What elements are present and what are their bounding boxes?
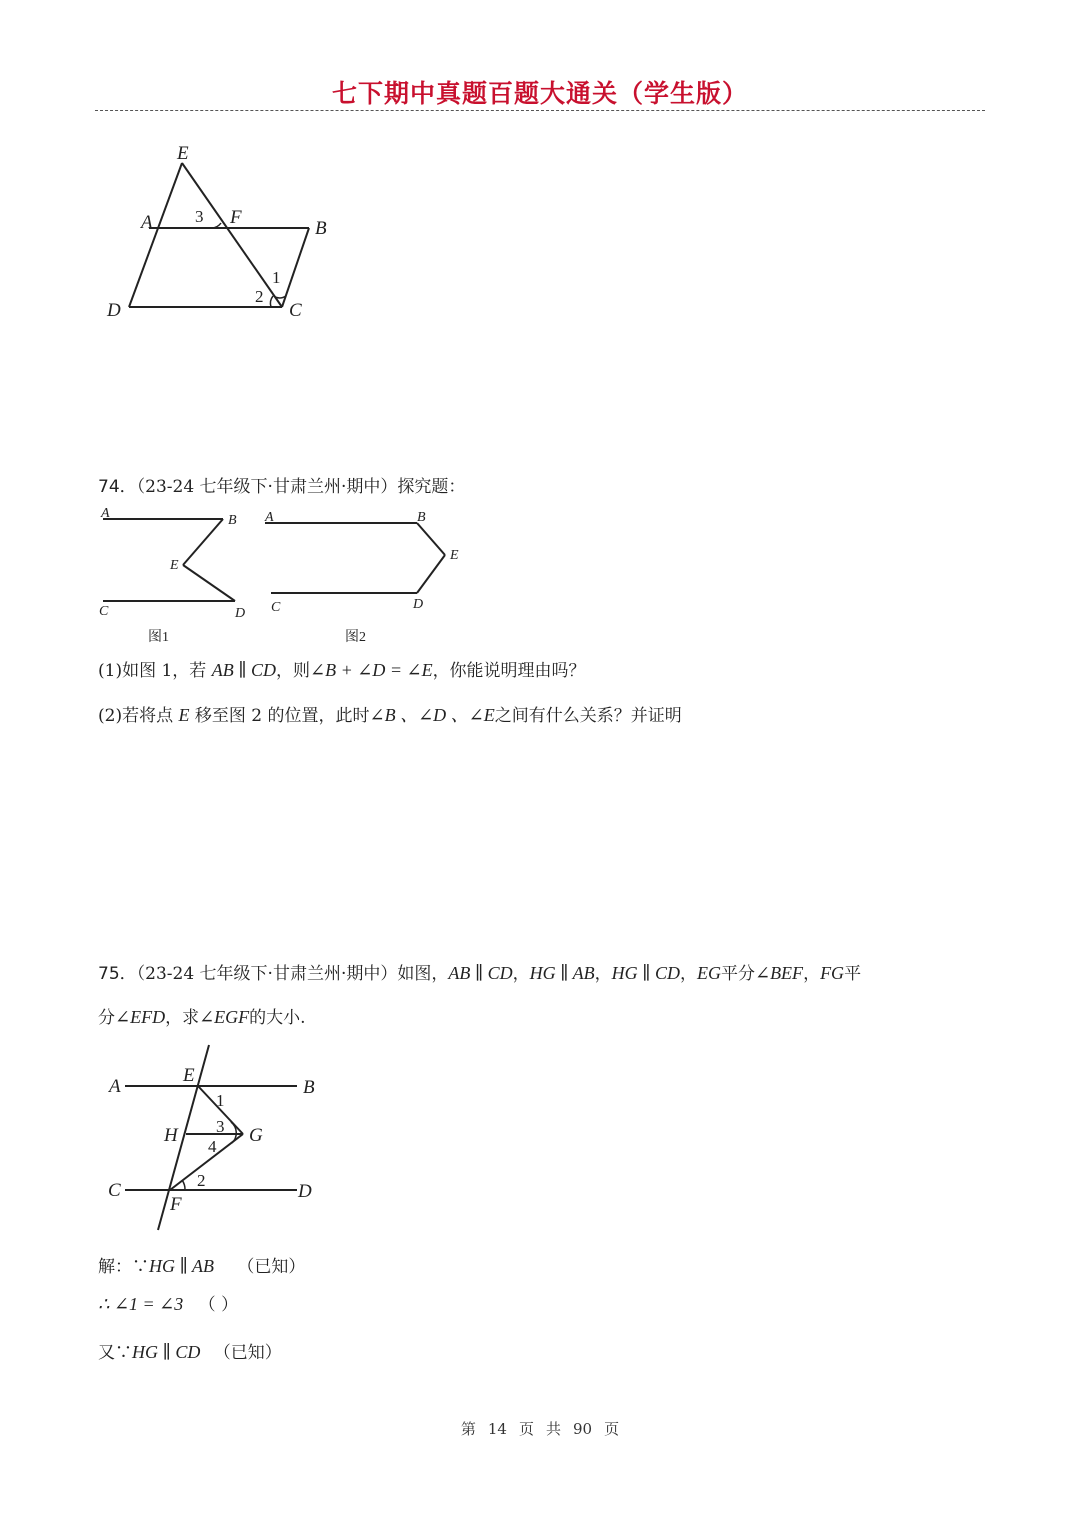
q75-line2: 分∠EFD，求∠EGF的大小. [98, 1007, 306, 1028]
label-a: A [141, 212, 153, 233]
label-d: D [107, 300, 121, 321]
angle1-arc [275, 296, 286, 298]
figure-73 [95, 135, 355, 335]
fig2-caption: 图2 [345, 630, 366, 645]
fig2-label-a: A [265, 510, 274, 525]
solution-line2: ∴ ∠1 = ∠3 （ ） [98, 1294, 239, 1315]
label-c: C [289, 300, 302, 321]
q74-part2: (2)若将点 E 移至图 2 的位置，此时∠B 、∠D 、∠E之间有什么关系？并证明 [98, 705, 682, 726]
line-ec [182, 163, 282, 307]
fig1-label-d: D [235, 606, 246, 621]
angle-label-2: 2 [255, 287, 264, 306]
label-e: E [183, 1065, 195, 1086]
angle-label-3: 3 [195, 207, 204, 226]
label-h: H [164, 1125, 178, 1146]
figure-75 [95, 1040, 335, 1240]
fig1-caption: 图1 [148, 630, 169, 645]
angle-label-2: 2 [197, 1171, 206, 1190]
header-divider [95, 110, 985, 111]
fig2-label-d: D [413, 597, 424, 612]
fig1-label-c: C [99, 604, 109, 619]
fig2-label-e: E [450, 548, 459, 563]
label-c: C [108, 1180, 121, 1201]
label-f: F [170, 1194, 182, 1215]
solution-line3: 又∵HG ∥ CD （已知） [98, 1342, 282, 1363]
figure-74 [95, 505, 475, 650]
line-bc [282, 228, 309, 307]
angle-label-1: 1 [216, 1091, 225, 1110]
angle-label-1: 1 [272, 268, 281, 287]
label-a: A [109, 1076, 121, 1097]
angle2-arc [270, 296, 273, 307]
fig1-label-a: A [101, 506, 110, 521]
q74-heading: 74．（23-24 七年级下·甘肃兰州·期中）探究题： [98, 477, 466, 497]
fig2-label-c: C [271, 600, 281, 615]
fig1-label-b: B [228, 513, 237, 528]
label-e: E [177, 143, 189, 164]
page-header-title: 七下期中真题百题大通关（学生版） [331, 79, 748, 108]
solution-line1: 解：∵HG ∥ AB （已知） [98, 1256, 306, 1277]
q74-part1: (1)如图 1，若 AB ∥ CD，则∠B + ∠D = ∠E，你能说明理由吗？ [98, 660, 586, 681]
angle-label-4: 4 [208, 1137, 217, 1156]
line-ed [129, 163, 182, 307]
label-f: F [230, 207, 242, 228]
fig2-label-b: B [417, 510, 426, 525]
label-b: B [303, 1077, 315, 1098]
label-g: G [249, 1125, 263, 1146]
label-d: D [298, 1181, 312, 1202]
page-footer: 第 14 页 共 90 页 [460, 1420, 620, 1438]
q75-line1: 75．（23-24 七年级下·甘肃兰州·期中）如图，AB ∥ CD，HG ∥ AB，HG ∥ CD，EG平分∠BEF，FG平 [98, 963, 862, 984]
fig1-label-e: E [170, 558, 179, 573]
angle-label-3: 3 [216, 1117, 225, 1136]
label-b: B [315, 218, 327, 239]
